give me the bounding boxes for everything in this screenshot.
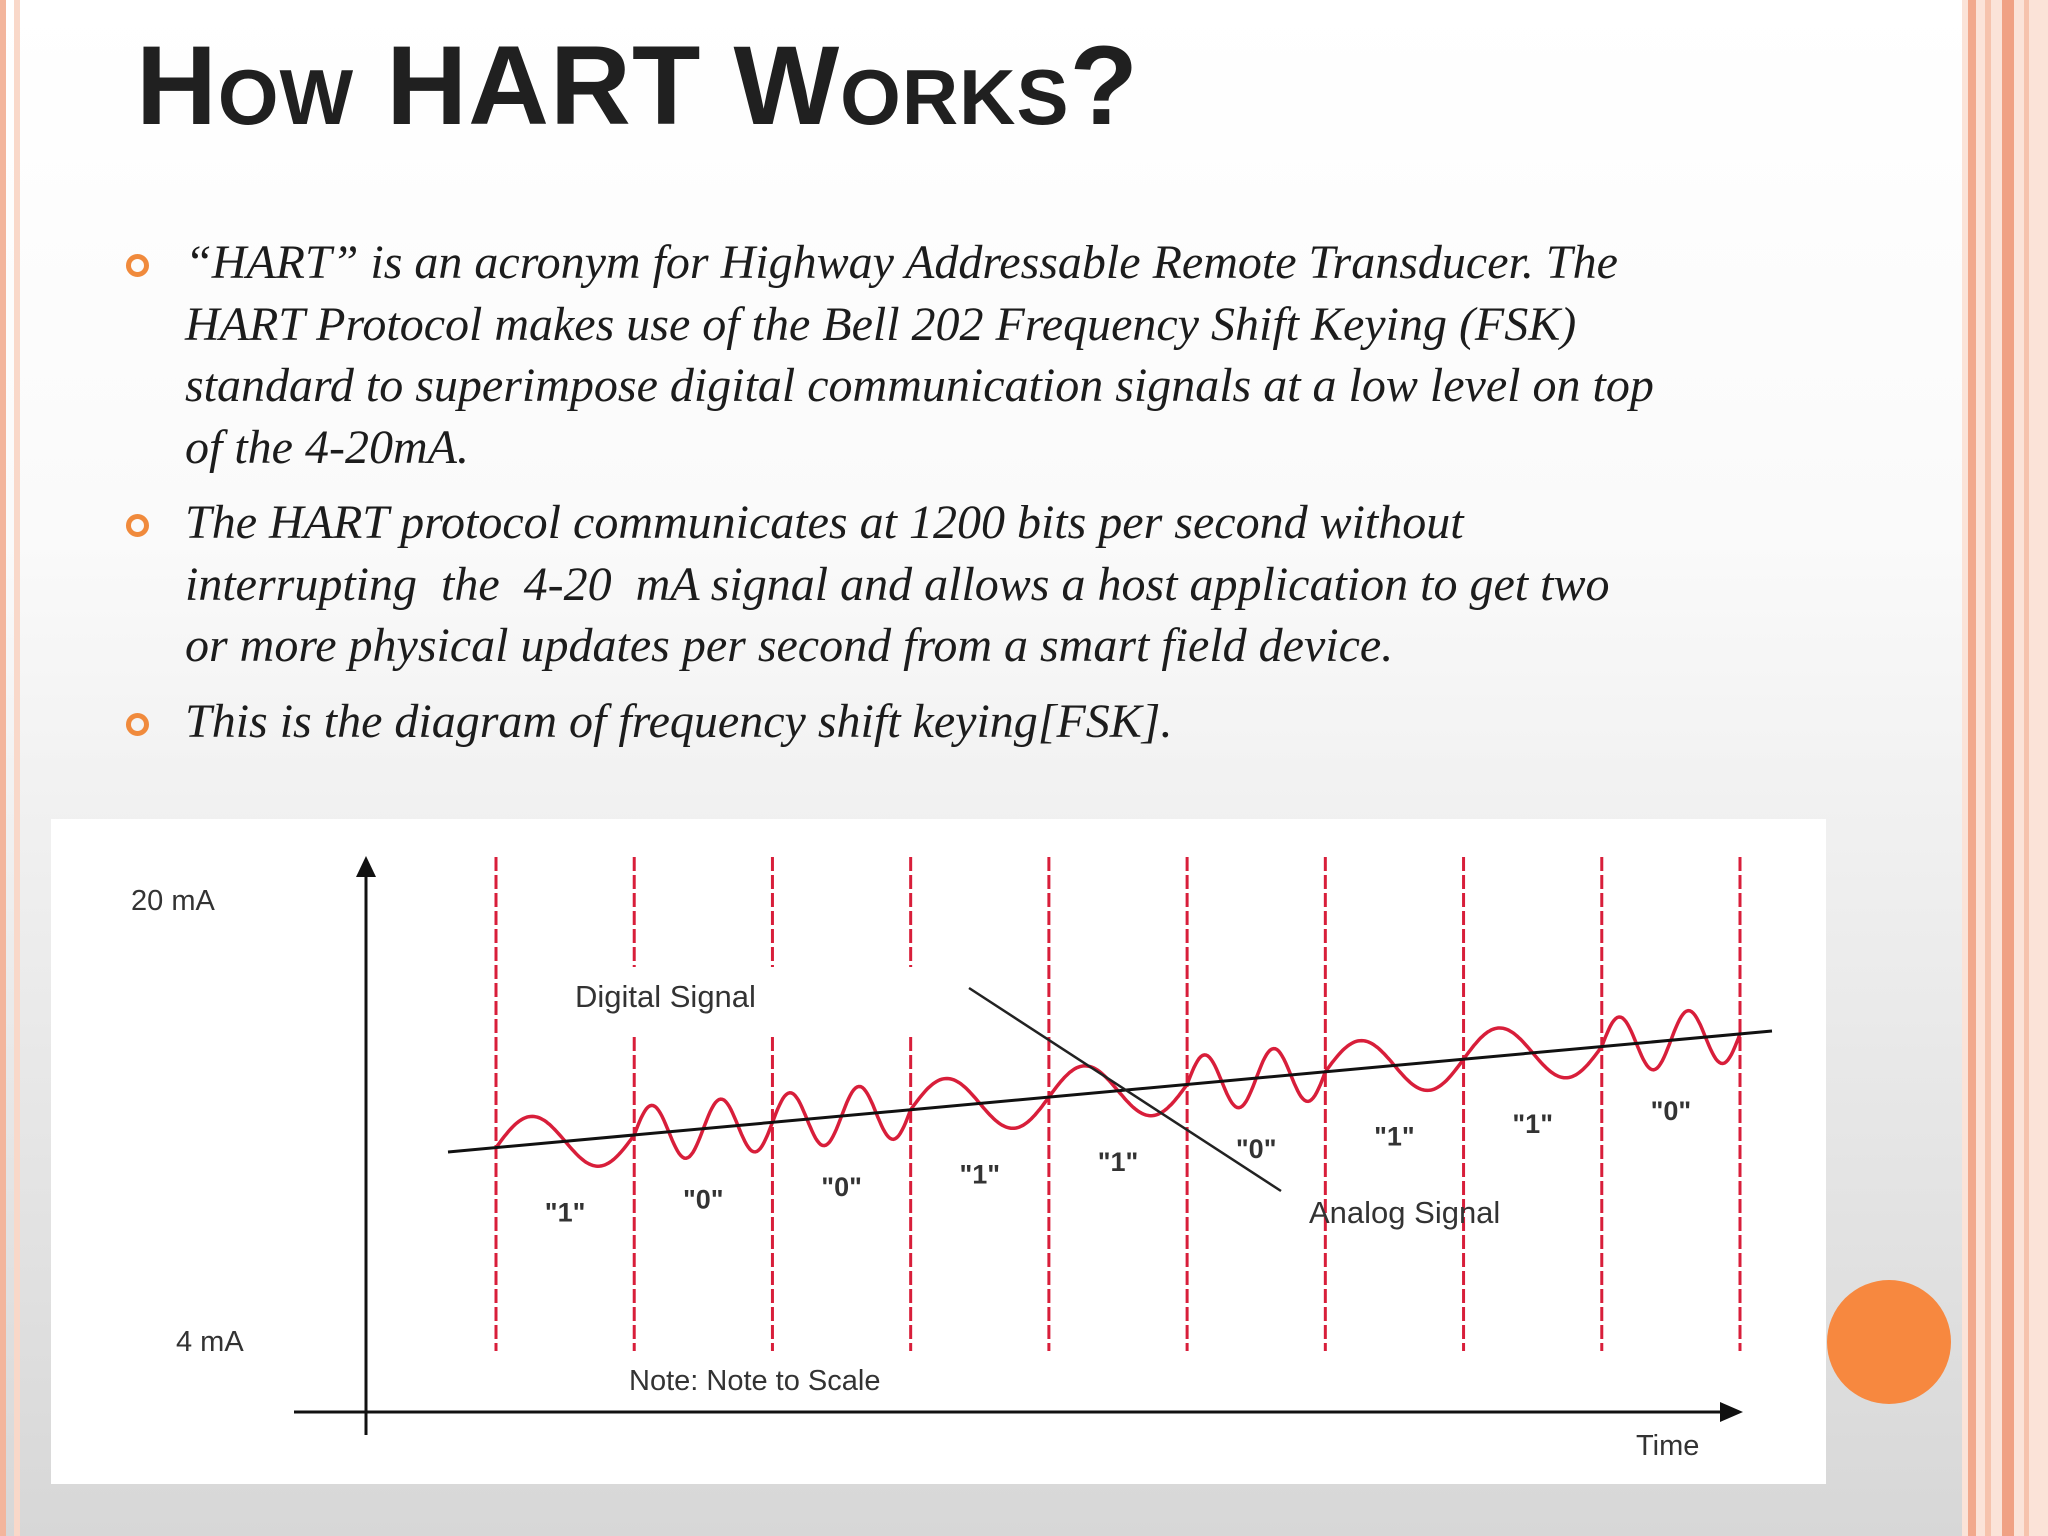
bullet-text	[185, 691, 1766, 753]
bullet-line: The HART protocol communicates at 1200 bits per second without	[185, 496, 1464, 549]
bullet-circle-icon	[126, 254, 149, 277]
bullet-line: interrupting the 4-20 mA signal and allows a host application to get two	[185, 557, 1610, 611]
right-border-stripe	[1985, 0, 1991, 1536]
left-border-stripe-inner	[14, 0, 20, 1536]
right-border-stripe	[2002, 0, 2014, 1536]
right-border-stripe	[1968, 0, 1976, 1536]
slide-title: How HART Works?	[136, 23, 1139, 148]
bit-label: "1"	[1512, 1108, 1554, 1139]
bullet-list	[126, 232, 1766, 766]
x-axis-label: Time	[1636, 1430, 1700, 1462]
decorative-orange-circle	[1827, 1280, 1951, 1404]
bullet-text	[185, 232, 1766, 478]
bullet-item-bit-rate	[126, 492, 1766, 677]
digital-signal-label: Digital Signal	[575, 979, 756, 1014]
fsk-signal-wave	[496, 1011, 1740, 1166]
bit-label: "0"	[1650, 1096, 1692, 1127]
right-border-stripe	[2024, 0, 2029, 1536]
bit-label: "1"	[1374, 1121, 1415, 1152]
scale-note: Note: Note to Scale	[629, 1365, 881, 1397]
bit-divider-lines	[496, 857, 1740, 1351]
bullet-item-hart-acronym	[126, 232, 1766, 478]
analog-signal-label: Analog Signal	[1309, 1195, 1501, 1230]
bit-label: "1"	[544, 1197, 586, 1228]
y-axis-top-label: 20 mA	[131, 885, 215, 917]
left-border-stripe	[0, 0, 6, 1536]
x-axis-arrowhead	[1720, 1402, 1743, 1422]
y-axis-bottom-label: 4 mA	[176, 1326, 244, 1358]
bit-label: "1"	[1097, 1146, 1139, 1177]
fsk-diagram	[51, 819, 1826, 1484]
bullet-line: standard to superimpose digital communication signals at a low level on top	[185, 359, 1654, 412]
bullet-text	[185, 492, 1766, 677]
bullet-circle-icon	[126, 514, 149, 537]
bit-labels	[545, 1096, 1691, 1227]
y-axis-arrowhead	[356, 856, 376, 877]
bullet-line: This is the diagram of frequency shift keying[FSK].	[185, 694, 1173, 748]
bullet-item-fsk-diagram	[126, 691, 1766, 753]
bit-label: "0"	[682, 1184, 724, 1215]
bullet-line: HART Protocol makes use of the Bell 202 Frequency Shift Keying (FSK)	[185, 297, 1577, 351]
bullet-line: “HART” is an acronym for Highway Addressable Remote Transducer. The	[185, 236, 1618, 289]
analog-signal-line	[448, 1031, 1772, 1152]
bullet-line: of the 4-20mA.	[185, 420, 469, 474]
bit-label: "0"	[1235, 1134, 1277, 1165]
bit-label: "1"	[959, 1159, 1001, 1190]
bullet-line: or more physical updates per second from a smart field device.	[185, 619, 1394, 672]
fsk-diagram-svg	[51, 819, 1826, 1484]
bullet-circle-icon	[126, 713, 149, 736]
bit-label: "0"	[821, 1172, 862, 1202]
